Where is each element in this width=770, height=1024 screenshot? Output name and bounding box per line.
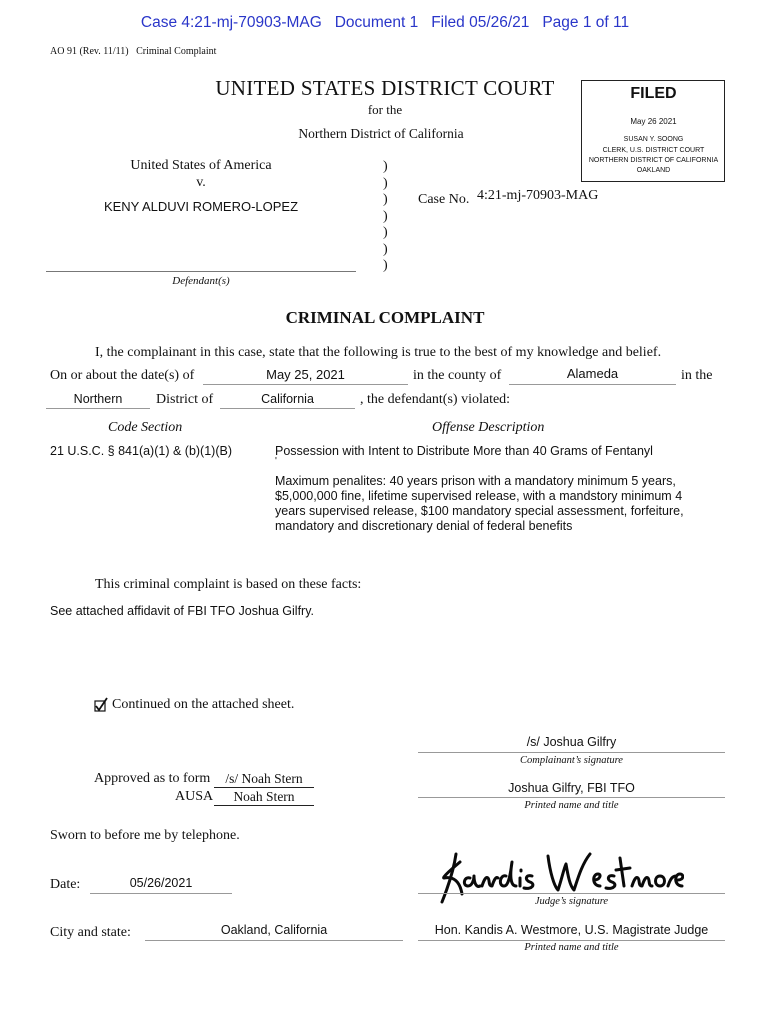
city-underline xyxy=(145,940,403,941)
code-section: 21 U.S.C. § 841(a)(1) & (b)(1)(B) xyxy=(50,444,232,458)
penalties-line: Maximum penalites: 40 years prison with a mandatory minimum 5 years, xyxy=(275,474,676,488)
ausa-underline xyxy=(214,805,314,806)
offense-title: Possession with Intent to Distribute More than 40 Grams of Fentanyl xyxy=(275,444,653,458)
date-sign-value: 05/26/2021 xyxy=(129,876,193,890)
judge-name-line xyxy=(418,940,725,941)
date-underline xyxy=(203,384,408,385)
district-value: Northern xyxy=(73,392,123,406)
approved-value: /s/ Noah Stern xyxy=(225,771,303,786)
continued-checkbox[interactable] xyxy=(94,697,108,713)
filed-line4: OAKLAND xyxy=(636,167,671,174)
state-value: California xyxy=(261,392,314,406)
judge-sig-line xyxy=(418,893,725,894)
city-value: Oakland, California xyxy=(220,923,328,937)
date-value: May 25, 2021 xyxy=(266,367,345,382)
date-sign-label: Date: xyxy=(50,877,81,892)
complainant-sig-label: Complainant’s signature xyxy=(520,755,623,766)
for-the: for the xyxy=(367,102,403,117)
facts-value: See attached affidavit of FBI TFO Joshua Gilfry. xyxy=(50,604,315,618)
caption-paren: ) xyxy=(383,192,388,207)
in-the: in the xyxy=(681,368,713,383)
filed-clerk: SUSAN Y. SOONG xyxy=(623,136,684,143)
offense-mark: ' xyxy=(275,456,277,467)
versus: v. xyxy=(196,175,206,190)
filed-title: FILED xyxy=(630,85,677,102)
caption-paren: ) xyxy=(383,175,388,191)
offense-header: Offense Description xyxy=(432,420,545,435)
intro-statement: I, the complainant in this case, state that the following is true to the best of my knowledge and belief. xyxy=(95,345,662,360)
code-section-header: Code Section xyxy=(108,420,183,435)
judge-sig-label: Judge’s signature xyxy=(534,896,609,907)
filed-line2: CLERK, U.S. DISTRICT COURT xyxy=(602,147,705,154)
ausa-label: AUSA xyxy=(175,789,214,804)
checked-box-icon xyxy=(94,697,108,713)
caption-paren: ) xyxy=(383,258,388,273)
judge-printed-label: Printed name and title xyxy=(524,942,619,953)
county-value: Alameda xyxy=(566,366,619,381)
district-underline xyxy=(46,408,150,409)
penalties-line: mandatory and discretionary denial of federal benefits xyxy=(275,519,573,533)
continued-label: Continued on the attached sheet. xyxy=(112,697,295,712)
caption-paren: ) xyxy=(383,225,388,240)
county-label: in the county of xyxy=(413,368,502,383)
plaintiff-name: United States of America xyxy=(130,158,272,173)
judge-name: Hon. Kandis A. Westmore, U.S. Magistrate Judge xyxy=(434,923,709,937)
county-underline xyxy=(509,384,676,385)
defendant-underline xyxy=(46,271,356,272)
city-label: City and state: xyxy=(50,925,131,940)
ausa-value: Noah Stern xyxy=(233,789,295,804)
approved-label: Approved as to form xyxy=(94,771,211,786)
case-no-label: Case No. xyxy=(418,192,470,207)
complainant-name: Joshua Gilfry, FBI TFO xyxy=(508,781,635,795)
complainant-signature: /s/ Joshua Gilfry xyxy=(526,735,617,749)
court-title: UNITED STATES DISTRICT COURT xyxy=(215,76,555,100)
filed-date: May 26 2021 xyxy=(630,117,677,126)
district-label: District of xyxy=(156,392,214,407)
sworn-statement: Sworn to before me by telephone. xyxy=(50,828,240,843)
defendant-label: Defendant(s) xyxy=(172,275,230,287)
case-stamp: Case 4:21-mj-70903-MAG Document 1 Filed 05/26/21 Page 1 of 11 xyxy=(140,14,630,31)
filed-line3: NORTHERN DISTRICT OF CALIFORNIA xyxy=(588,157,719,164)
complainant-sig-line xyxy=(418,752,725,753)
date-sign-underline xyxy=(90,893,232,894)
case-no: 4:21-mj-70903-MAG xyxy=(477,188,599,203)
violated-label: , the defendant(s) violated: xyxy=(360,392,511,407)
penalties-line: years supervised release, $100 mandatory special assessment, forfeiture, xyxy=(275,504,684,518)
date-label: On or about the date(s) of xyxy=(50,368,195,383)
form-id: AO 91 (Rev. 11/11) Criminal Complaint xyxy=(50,46,217,57)
state-underline xyxy=(220,408,355,409)
complainant-name-line xyxy=(418,797,725,798)
complaint-heading: CRIMINAL COMPLAINT xyxy=(285,308,485,327)
printed-name-label: Printed name and title xyxy=(524,800,619,811)
caption-paren: ) xyxy=(383,208,388,224)
district-name: Northern District of California xyxy=(298,126,464,141)
penalties-line: $5,000,000 fine, lifetime supervised release, with a mandstory minimum 4 xyxy=(275,489,683,503)
caption-paren: ) xyxy=(383,241,388,257)
caption-paren: ) xyxy=(383,159,388,174)
defendant-name: KENY ALDUVI ROMERO-LOPEZ xyxy=(103,199,299,214)
approved-underline xyxy=(214,787,314,788)
facts-label: This criminal complaint is based on these facts: xyxy=(95,577,362,592)
